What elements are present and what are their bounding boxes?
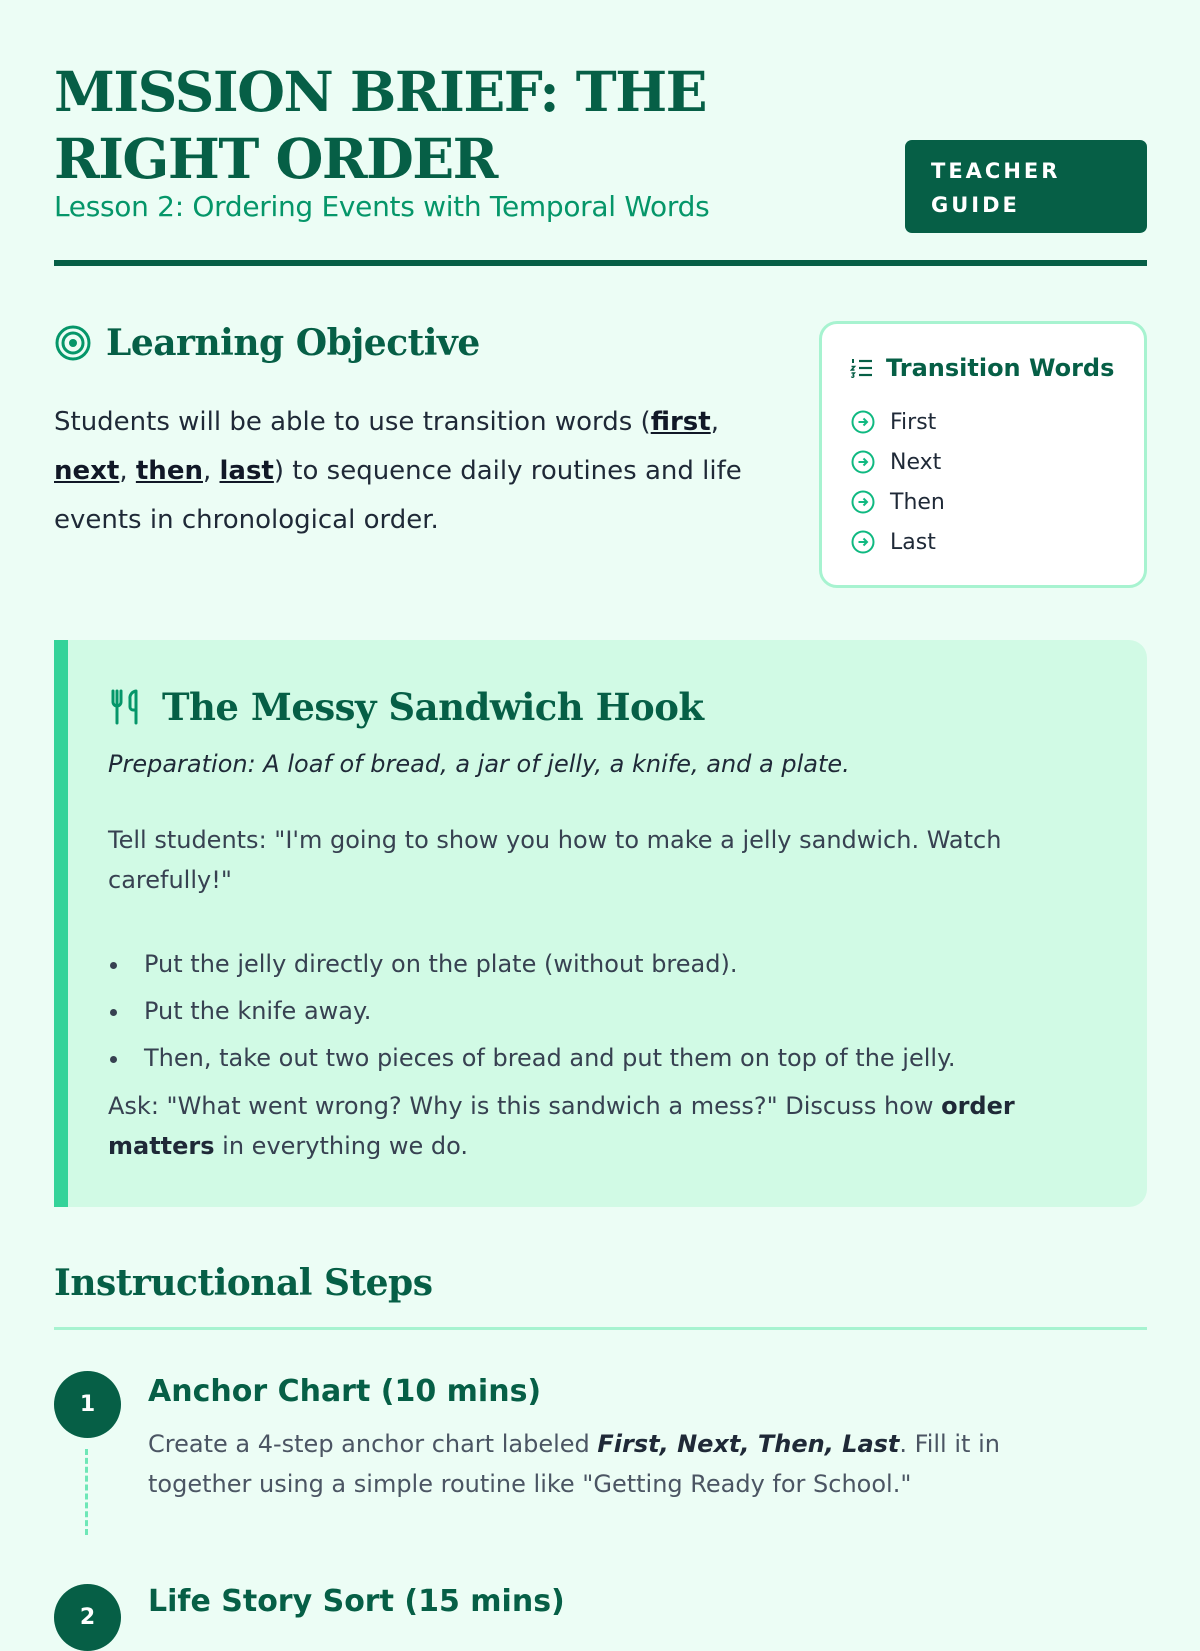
list-item (850, 482, 945, 522)
objective-text-after: ) to sequence daily routines and life events in chronological order. (54, 456, 742, 535)
hook-ask (108, 1086, 1108, 1166)
step-desc-emphasis: First, Next, Then, Last (597, 1430, 900, 1458)
objective-title: Learning Objective (106, 322, 480, 364)
list-item: Then, take out two pieces of bread and put them on top of the jelly. (108, 1035, 1108, 1082)
hook-heading (108, 685, 704, 729)
lesson-page (54, 0, 1147, 1630)
step-desc-after: . Fill it in together using a simple routine like "Getting Ready for School." (148, 1430, 1000, 1498)
ask-text-after: in everything we do. (214, 1132, 468, 1160)
transition-words-list (850, 402, 945, 562)
list-item: Put the knife away. (108, 988, 1108, 1035)
page-title: MISSION BRIEF: THE RIGHT ORDER (54, 59, 707, 191)
objective-text-before: Students will be able to use transition words ( (54, 407, 651, 437)
arrow-circle-icon (850, 409, 876, 435)
hook-card (54, 640, 1147, 1207)
list-item (850, 522, 945, 562)
keyword-next: next (54, 456, 120, 486)
transition-word: Then (890, 489, 945, 515)
transition-words-card (819, 321, 1147, 588)
hook-tell: Tell students: "I'm going to show you how to make a jelly sandwich. Watch carefully!" (108, 826, 1002, 894)
ask-emphasis: order matters (108, 1092, 1015, 1160)
keyword-first: first (650, 407, 711, 437)
page-subtitle: Lesson 2: Ordering Events with Temporal Words (54, 190, 710, 223)
step-connector (85, 1449, 88, 1535)
list-item (850, 402, 945, 442)
step-description (148, 1424, 1108, 1504)
list-icon (850, 356, 874, 380)
steps-title: Instructional Steps (54, 1262, 433, 1304)
step-number-badge: 1 (54, 1371, 121, 1438)
transition-word: First (890, 409, 937, 435)
header (54, 0, 1147, 268)
hook-preparation: Preparation: A loaf of bread, a jar of jelly, a knife, and a plate. (108, 750, 850, 778)
arrow-circle-icon (850, 529, 876, 555)
keyword-last: last (219, 456, 274, 486)
step-title: Life Story Sort (15 mins) (148, 1584, 565, 1619)
list-item: Put the jelly directly on the plate (without bread). (108, 941, 1108, 988)
transition-word: Last (890, 529, 936, 555)
header-divider (54, 260, 1147, 266)
objective-heading (54, 322, 480, 364)
hook-steps (108, 941, 1108, 1082)
transition-word: Next (890, 449, 942, 475)
teacher-guide-badge: TEACHER GUIDE (905, 140, 1147, 233)
list-item (850, 442, 945, 482)
utensils-icon (108, 688, 146, 726)
arrow-circle-icon (850, 489, 876, 515)
steps-divider (54, 1327, 1147, 1330)
step-desc-before: Create a 4-step anchor chart labeled (148, 1430, 598, 1458)
objective-text: Students will be able to use transition words (first, next, then, last) to sequence daily routines and life events in chronological order. (54, 407, 742, 535)
transition-words-title: Transition Words (886, 354, 1115, 382)
hook-title: The Messy Sandwich Hook (162, 685, 704, 729)
step-number-badge: 2 (54, 1584, 121, 1651)
transition-words-heading (850, 354, 1114, 382)
step-title: Anchor Chart (10 mins) (148, 1374, 542, 1409)
ask-text-before: Ask: "What went wrong? Why is this sandwich a mess?" Discuss how (108, 1092, 942, 1120)
keyword-then: then (135, 456, 203, 486)
arrow-circle-icon (850, 449, 876, 475)
target-icon (54, 324, 92, 362)
